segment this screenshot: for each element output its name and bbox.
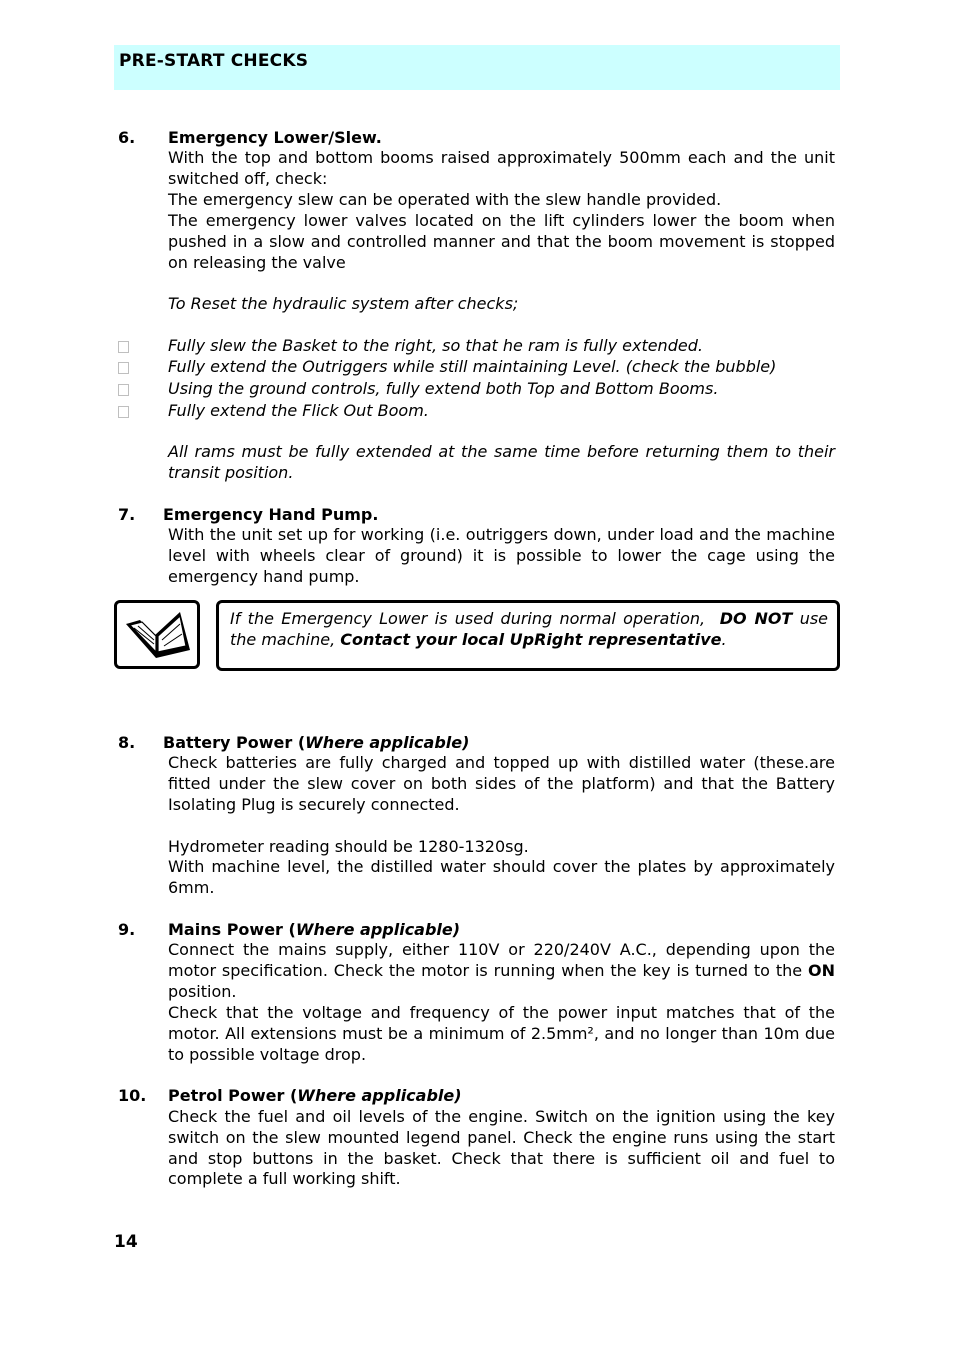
- section-9-title-qualifier: Where applicable): [295, 920, 461, 939]
- section-9-title: [168, 920, 460, 939]
- bullet-marker: [118, 341, 129, 353]
- book-icon: [120, 606, 194, 663]
- reset-step-3: Using the ground controls, fully extend both Top and Bottom Booms.: [168, 379, 719, 398]
- warning-contact: Contact your local UpRight representative: [340, 630, 722, 649]
- section-9-para-2: Check that the voltage and frequency of the power input matches that of the motor. All extensions must be a minimum of 2.5mm², and no longer than 10m due to possible voltage drop.: [168, 1003, 835, 1064]
- section-8-title-qualifier: Where applicable): [305, 733, 470, 752]
- section-9-para-1-text: Connect the mains supply, either 110V or 220/240V A.C., depending upon the motor specification. Check the motor is running when the key is turned to the: [168, 940, 835, 980]
- reset-step-4: Fully extend the Flick Out Boom.: [168, 401, 429, 420]
- section-6-para-1: With the top and bottom booms raised approximately 500mm each and the unit switched off, check:: [168, 148, 835, 188]
- bullet-marker: [118, 384, 129, 396]
- warning-prefix: If the Emergency Lower is used during normal operation,: [230, 609, 706, 628]
- warning-do-not: DO NOT: [719, 609, 793, 628]
- reset-step-1: Fully slew the Basket to the right, so that he ram is fully extended.: [168, 336, 703, 355]
- warning-middle: use the machine,: [230, 609, 829, 649]
- section-9-para-1: [168, 940, 835, 1002]
- section-9-para-1-end: position.: [168, 981, 237, 1001]
- section-10-title-text: Petrol Power (: [168, 1086, 298, 1105]
- page-number: 14: [114, 1232, 138, 1252]
- manual-icon-frame: [114, 600, 200, 669]
- reset-step-2: Fully extend the Outriggers while still maintaining Level. (check the bubble): [168, 357, 777, 376]
- section-10-title: [168, 1086, 462, 1105]
- section-6-number: 6.: [118, 128, 136, 147]
- section-6-closing: All rams must be fully extended at the same time before returning them to their transit position.: [168, 442, 835, 482]
- section-7-para: With the unit set up for working (i.e. outriggers down, under load and the machine level with wheels clear of ground) it is possible to lower the cage using the emergency hand pump.: [168, 525, 835, 586]
- section-7-number: 7.: [118, 505, 136, 524]
- warning-end: .: [721, 630, 727, 649]
- on-keyword: ON: [808, 960, 835, 980]
- section-6-title: Emergency Lower/Slew.: [168, 128, 382, 147]
- bullet-marker: [118, 362, 129, 374]
- section-6-para-3: The emergency lower valves located on the lift cylinders lower the boom when pushed in a slow and controlled manner and that the boom movement is stopped on releasing the valve: [168, 211, 835, 272]
- section-6-para-2: The emergency slew can be operated with the slew handle provided.: [168, 190, 722, 209]
- section-8-para-1: Check batteries are fully charged and topped up with distilled water (these.are fitted under the slew cover on both sides of the platform) and that the Battery Isolating Plug is securely connected.: [168, 753, 835, 814]
- section-10-para: Check the fuel and oil levels of the engine. Switch on the ignition using the key switch on the slew mounted legend panel. Check the engine runs using the start and stop buttons in the basket. Check that there is sufficient oil and fuel to complete a full working shift.: [168, 1107, 835, 1189]
- warning-text: [230, 608, 828, 650]
- reset-heading: To Reset the hydraulic system after checks;: [168, 294, 519, 313]
- section-8-para-3: With machine level, the distilled water should cover the plates by approximately 6mm.: [168, 857, 835, 897]
- bullet-marker: [118, 406, 129, 418]
- page-title: PRE-START CHECKS: [119, 51, 309, 71]
- section-8-title: [163, 733, 469, 752]
- section-8-number: 8.: [118, 733, 136, 752]
- section-10-number: 10.: [118, 1086, 147, 1105]
- section-9-title-text: Mains Power (: [168, 920, 296, 939]
- section-7-title: Emergency Hand Pump.: [163, 505, 379, 524]
- warning-box: [216, 600, 840, 671]
- section-9-number: 9.: [118, 920, 136, 939]
- section-10-title-qualifier: Where applicable): [297, 1086, 462, 1105]
- section-header-band: [114, 45, 840, 90]
- section-8-para-2: Hydrometer reading should be 1280-1320sg.: [168, 837, 529, 856]
- section-8-title-text: Battery Power (: [163, 733, 306, 752]
